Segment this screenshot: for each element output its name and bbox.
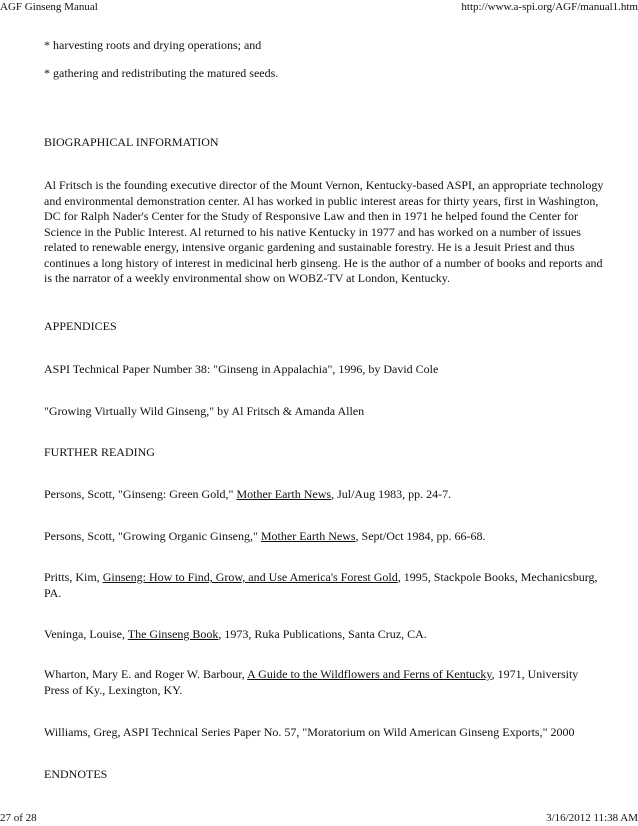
- reference-text: Veninga, Louise,: [44, 627, 128, 641]
- reference-text: Pritts, Kim,: [44, 570, 103, 584]
- reference-text: Williams, Greg, ASPI Technical Series Paper No. 57, "Moratorium on Wild American Ginseng Exports," 2000: [44, 725, 575, 739]
- bullet-harvesting: * harvesting roots and drying operations; and: [44, 38, 262, 52]
- biography-paragraph: Al Fritsch is the founding executive director of the Mount Vernon, Kentucky-based ASPI, an appropriate technology and environmental demonstration center. Al has worked in public interest areas for thirty years, first in Washington, DC for Ralph Nader's Center for the Study of Responsive Law and then in 1971 he helped found the Center for Science in the Public Interest. Al returned to his native Kentucky in 1977 and has worked on a number of issues related to renewable energy, intensive organic gardening and sustainable forestry. He is a Jesuit Priest and thus continues a long history of interest in medicinal herb ginseng. He is the author of a number of books and reports and is the narrator of a weekly environmental show on WOBZ-TV at London, Kentucky.: [44, 178, 604, 285]
- heading-appendices: APPENDICES: [44, 319, 117, 333]
- reference-text: , 1995, Stackpole Books, Mechanicsburg, PA.: [44, 570, 598, 600]
- page-footer-page-number: 27 of 28: [0, 812, 37, 824]
- reference-item: [44, 627, 604, 643]
- reference-link[interactable]: The Ginseng Book: [127, 627, 219, 641]
- reference-text: Persons, Scott, "Growing Organic Ginseng,": [44, 529, 261, 543]
- reference-text: , Jul/Aug 1983, pp. 24-7.: [331, 487, 452, 501]
- page-header-title: AGF Ginseng Manual: [0, 1, 98, 13]
- reference-item: [44, 570, 604, 601]
- heading-endnotes: ENDNOTES: [44, 767, 108, 781]
- heading-further-reading: FURTHER READING: [44, 445, 155, 459]
- reference-item: [44, 725, 604, 741]
- reference-item: [44, 667, 604, 698]
- reference-link[interactable]: Mother Earth News: [260, 529, 356, 543]
- page-footer-datetime: 3/16/2012 11:38 AM: [546, 812, 638, 824]
- reference-link[interactable]: A Guide to the Wildflowers and Ferns of Kentucky: [247, 667, 492, 681]
- reference-link[interactable]: Ginseng: How to Find, Grow, and Use America's Forest Gold: [102, 570, 398, 584]
- reference-link[interactable]: Mother Earth News: [236, 487, 332, 501]
- reference-text: Persons, Scott, "Ginseng: Green Gold,": [44, 487, 237, 501]
- reference-text: , Sept/Oct 1984, pp. 66-68.: [355, 529, 486, 543]
- reference-item: [44, 529, 604, 545]
- reference-item: [44, 487, 604, 503]
- reference-text: , 1973, Ruka Publications, Santa Cruz, CA.: [218, 627, 427, 641]
- bullet-gathering: * gathering and redistributing the matured seeds.: [44, 66, 279, 80]
- page-header-url: http://www.a-spi.org/AGF/manual1.htm: [461, 1, 638, 13]
- appendix-item: "Growing Virtually Wild Ginseng," by Al Fritsch & Amanda Allen: [44, 404, 365, 418]
- heading-biographical-information: BIOGRAPHICAL INFORMATION: [44, 135, 219, 149]
- appendix-item: ASPI Technical Paper Number 38: "Ginseng in Appalachia", 1996, by David Cole: [44, 362, 439, 376]
- reference-text: , 1971, University Press of Ky., Lexington, KY.: [44, 667, 579, 697]
- reference-text: Wharton, Mary E. and Roger W. Barbour,: [44, 667, 248, 681]
